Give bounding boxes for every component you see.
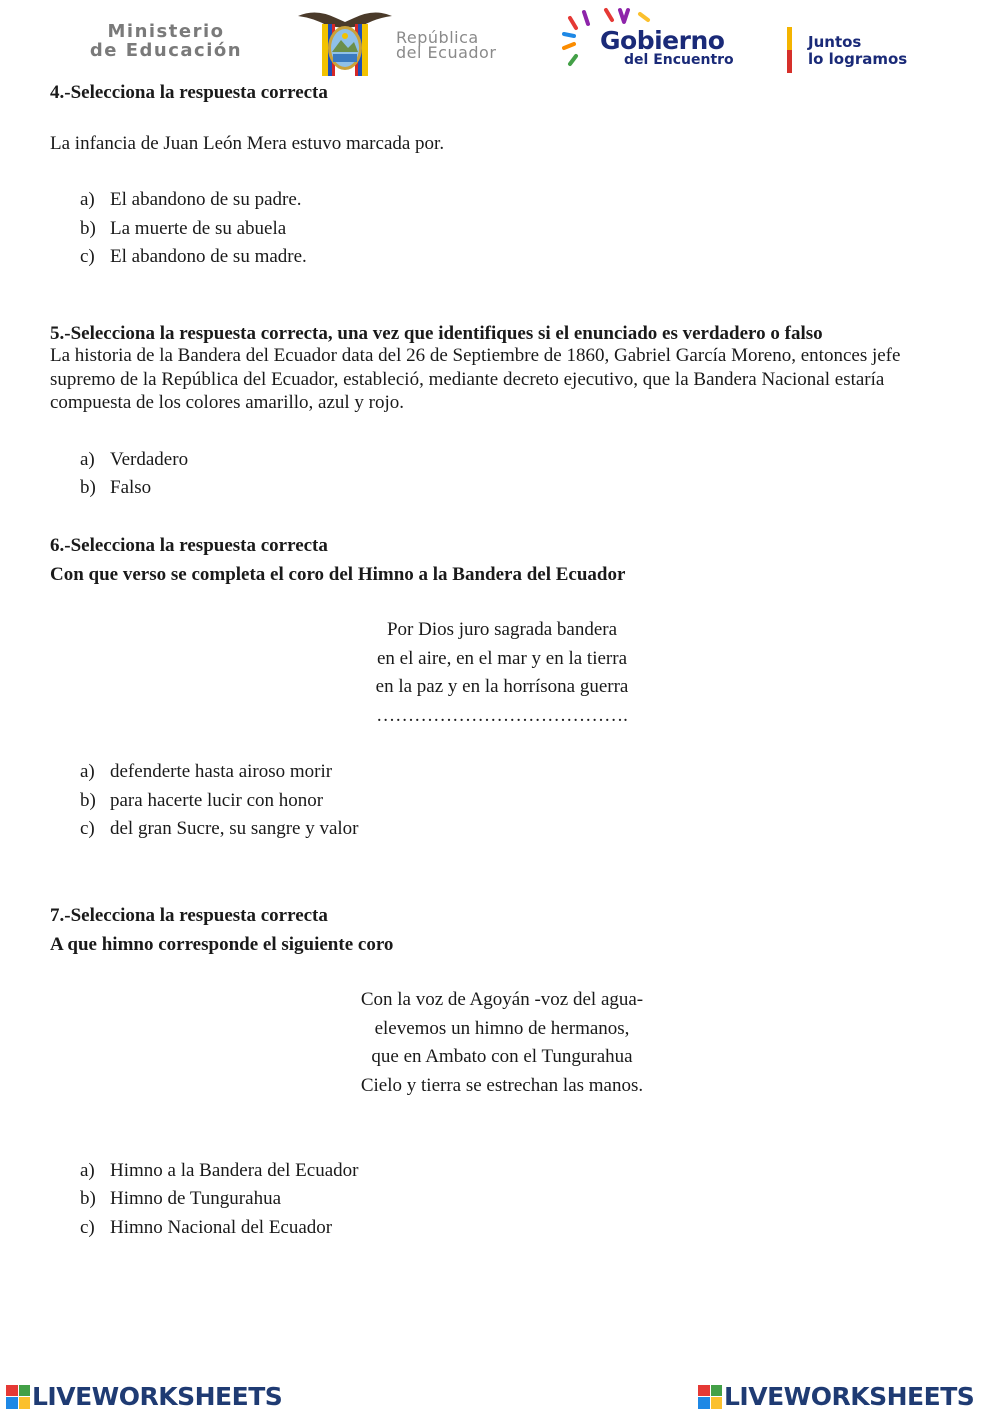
q5-statement: La historia de la Bandera del Ecuador data del 26 de Septiembre de 1860, Gabriel García Moreno, entonces jefe supremo de la República del Ecuador, estableció, mediante decreto ejecutivo, que la Bandera Nacional estaría compuesta de los colores amarillo, azul y rojo. bbox=[50, 345, 901, 413]
juntos-line2: lo logramos bbox=[808, 50, 908, 68]
ministerio-line2: de Educación bbox=[89, 40, 243, 61]
q6-option-b[interactable] bbox=[80, 789, 323, 812]
option-text: El abandono de su madre. bbox=[110, 246, 307, 267]
q5-option-b[interactable] bbox=[80, 476, 151, 499]
q4-title: 4.-Selecciona la respuesta correcta bbox=[50, 82, 328, 103]
option-letter: a) bbox=[80, 189, 95, 210]
header-divider-red bbox=[787, 50, 792, 73]
juntos-slogan bbox=[808, 34, 907, 68]
q6-subtitle: Con que verso se completa el coro del Himno a la Bandera del Ecuador bbox=[50, 564, 626, 585]
option-text: defenderte hasta airoso morir bbox=[110, 761, 333, 782]
q7-option-b[interactable] bbox=[80, 1187, 281, 1210]
option-letter: c) bbox=[80, 246, 95, 267]
liveworksheets-icon bbox=[698, 1385, 722, 1409]
q4-option-b[interactable] bbox=[80, 217, 286, 240]
juntos-line1: Juntos bbox=[808, 33, 862, 51]
option-letter: b) bbox=[80, 477, 96, 498]
option-text: Verdadero bbox=[110, 449, 189, 470]
liveworksheets-icon bbox=[6, 1385, 30, 1409]
verse-blank-line: …………………………………. bbox=[376, 705, 628, 727]
verse-line: Con la voz de Agoyán -voz del agua- bbox=[360, 989, 644, 1010]
ecuador-coat-of-arms-icon bbox=[296, 6, 394, 80]
q7-option-a[interactable] bbox=[80, 1159, 358, 1182]
q4-prompt: La infancia de Juan León Mera estuvo marcada por. bbox=[50, 133, 445, 154]
option-text: El abandono de su padre. bbox=[110, 189, 302, 210]
option-text: para hacerte lucir con honor bbox=[110, 790, 324, 811]
verse-line: en la paz y en la horrísona guerra bbox=[375, 676, 629, 698]
republica-line2: del Ecuador bbox=[396, 43, 497, 62]
option-letter: a) bbox=[80, 449, 95, 470]
q4-option-a[interactable] bbox=[80, 188, 302, 211]
verse-line: elevemos un himno de hermanos, bbox=[374, 1017, 630, 1039]
option-letter: a) bbox=[80, 761, 95, 782]
q6-option-a[interactable] bbox=[80, 760, 332, 783]
option-letter: c) bbox=[80, 1217, 95, 1238]
liveworksheets-logo-right bbox=[698, 1382, 974, 1411]
q4-option-c[interactable] bbox=[80, 245, 307, 268]
option-letter: a) bbox=[80, 1160, 95, 1181]
option-text: La muerte de su abuela bbox=[110, 218, 287, 239]
q6-title: 6.-Selecciona la respuesta correcta bbox=[50, 535, 328, 556]
republica-line1: República bbox=[396, 28, 479, 47]
q6-option-c[interactable] bbox=[80, 817, 359, 840]
q7-title: 7.-Selecciona la respuesta correcta bbox=[50, 905, 328, 926]
q5-option-a[interactable] bbox=[80, 448, 188, 471]
q5-title: 5.-Selecciona la respuesta correcta, una vez que identifiques si el enunciado es verdadero o falso bbox=[50, 323, 823, 344]
option-text: Falso bbox=[110, 477, 152, 498]
liveworksheets-brand: LIVEWORKSHEETS bbox=[32, 1382, 283, 1411]
option-letter: b) bbox=[80, 790, 96, 811]
verse-line: Por Dios juro sagrada bandera bbox=[386, 619, 618, 640]
q7-verse bbox=[302, 986, 702, 1101]
ministerio-logo-text bbox=[66, 22, 266, 60]
gobierno-subtitle: del Encuentro bbox=[624, 52, 734, 68]
option-letter: b) bbox=[80, 218, 96, 239]
q7-option-c[interactable] bbox=[80, 1216, 332, 1239]
gobierno-burst-top-icon bbox=[600, 6, 660, 28]
option-text: Himno de Tungurahua bbox=[110, 1188, 281, 1209]
verse-line: Cielo y tierra se estrechan las manos. bbox=[360, 1075, 644, 1097]
ministerio-line1: Ministerio bbox=[107, 21, 225, 42]
verse-line: que en Ambato con el Tungurahua bbox=[371, 1046, 633, 1068]
verse-line: en el aire, en el mar y en la tierra bbox=[376, 647, 628, 669]
option-letter: b) bbox=[80, 1188, 96, 1209]
republica-logo-text bbox=[396, 30, 496, 60]
q7-subtitle: A que himno corresponde el siguiente coro bbox=[50, 934, 394, 955]
option-text: Himno a la Bandera del Ecuador bbox=[110, 1160, 359, 1181]
liveworksheets-logo-left bbox=[6, 1382, 282, 1411]
option-text: del gran Sucre, su sangre y valor bbox=[110, 818, 359, 839]
option-text: Himno Nacional del Ecuador bbox=[110, 1217, 333, 1238]
gobierno-title: Gobierno bbox=[600, 26, 725, 55]
q6-verse bbox=[302, 616, 702, 731]
liveworksheets-brand: LIVEWORKSHEETS bbox=[724, 1382, 975, 1411]
option-letter: c) bbox=[80, 818, 95, 839]
gobierno-burst-icon bbox=[562, 8, 596, 70]
